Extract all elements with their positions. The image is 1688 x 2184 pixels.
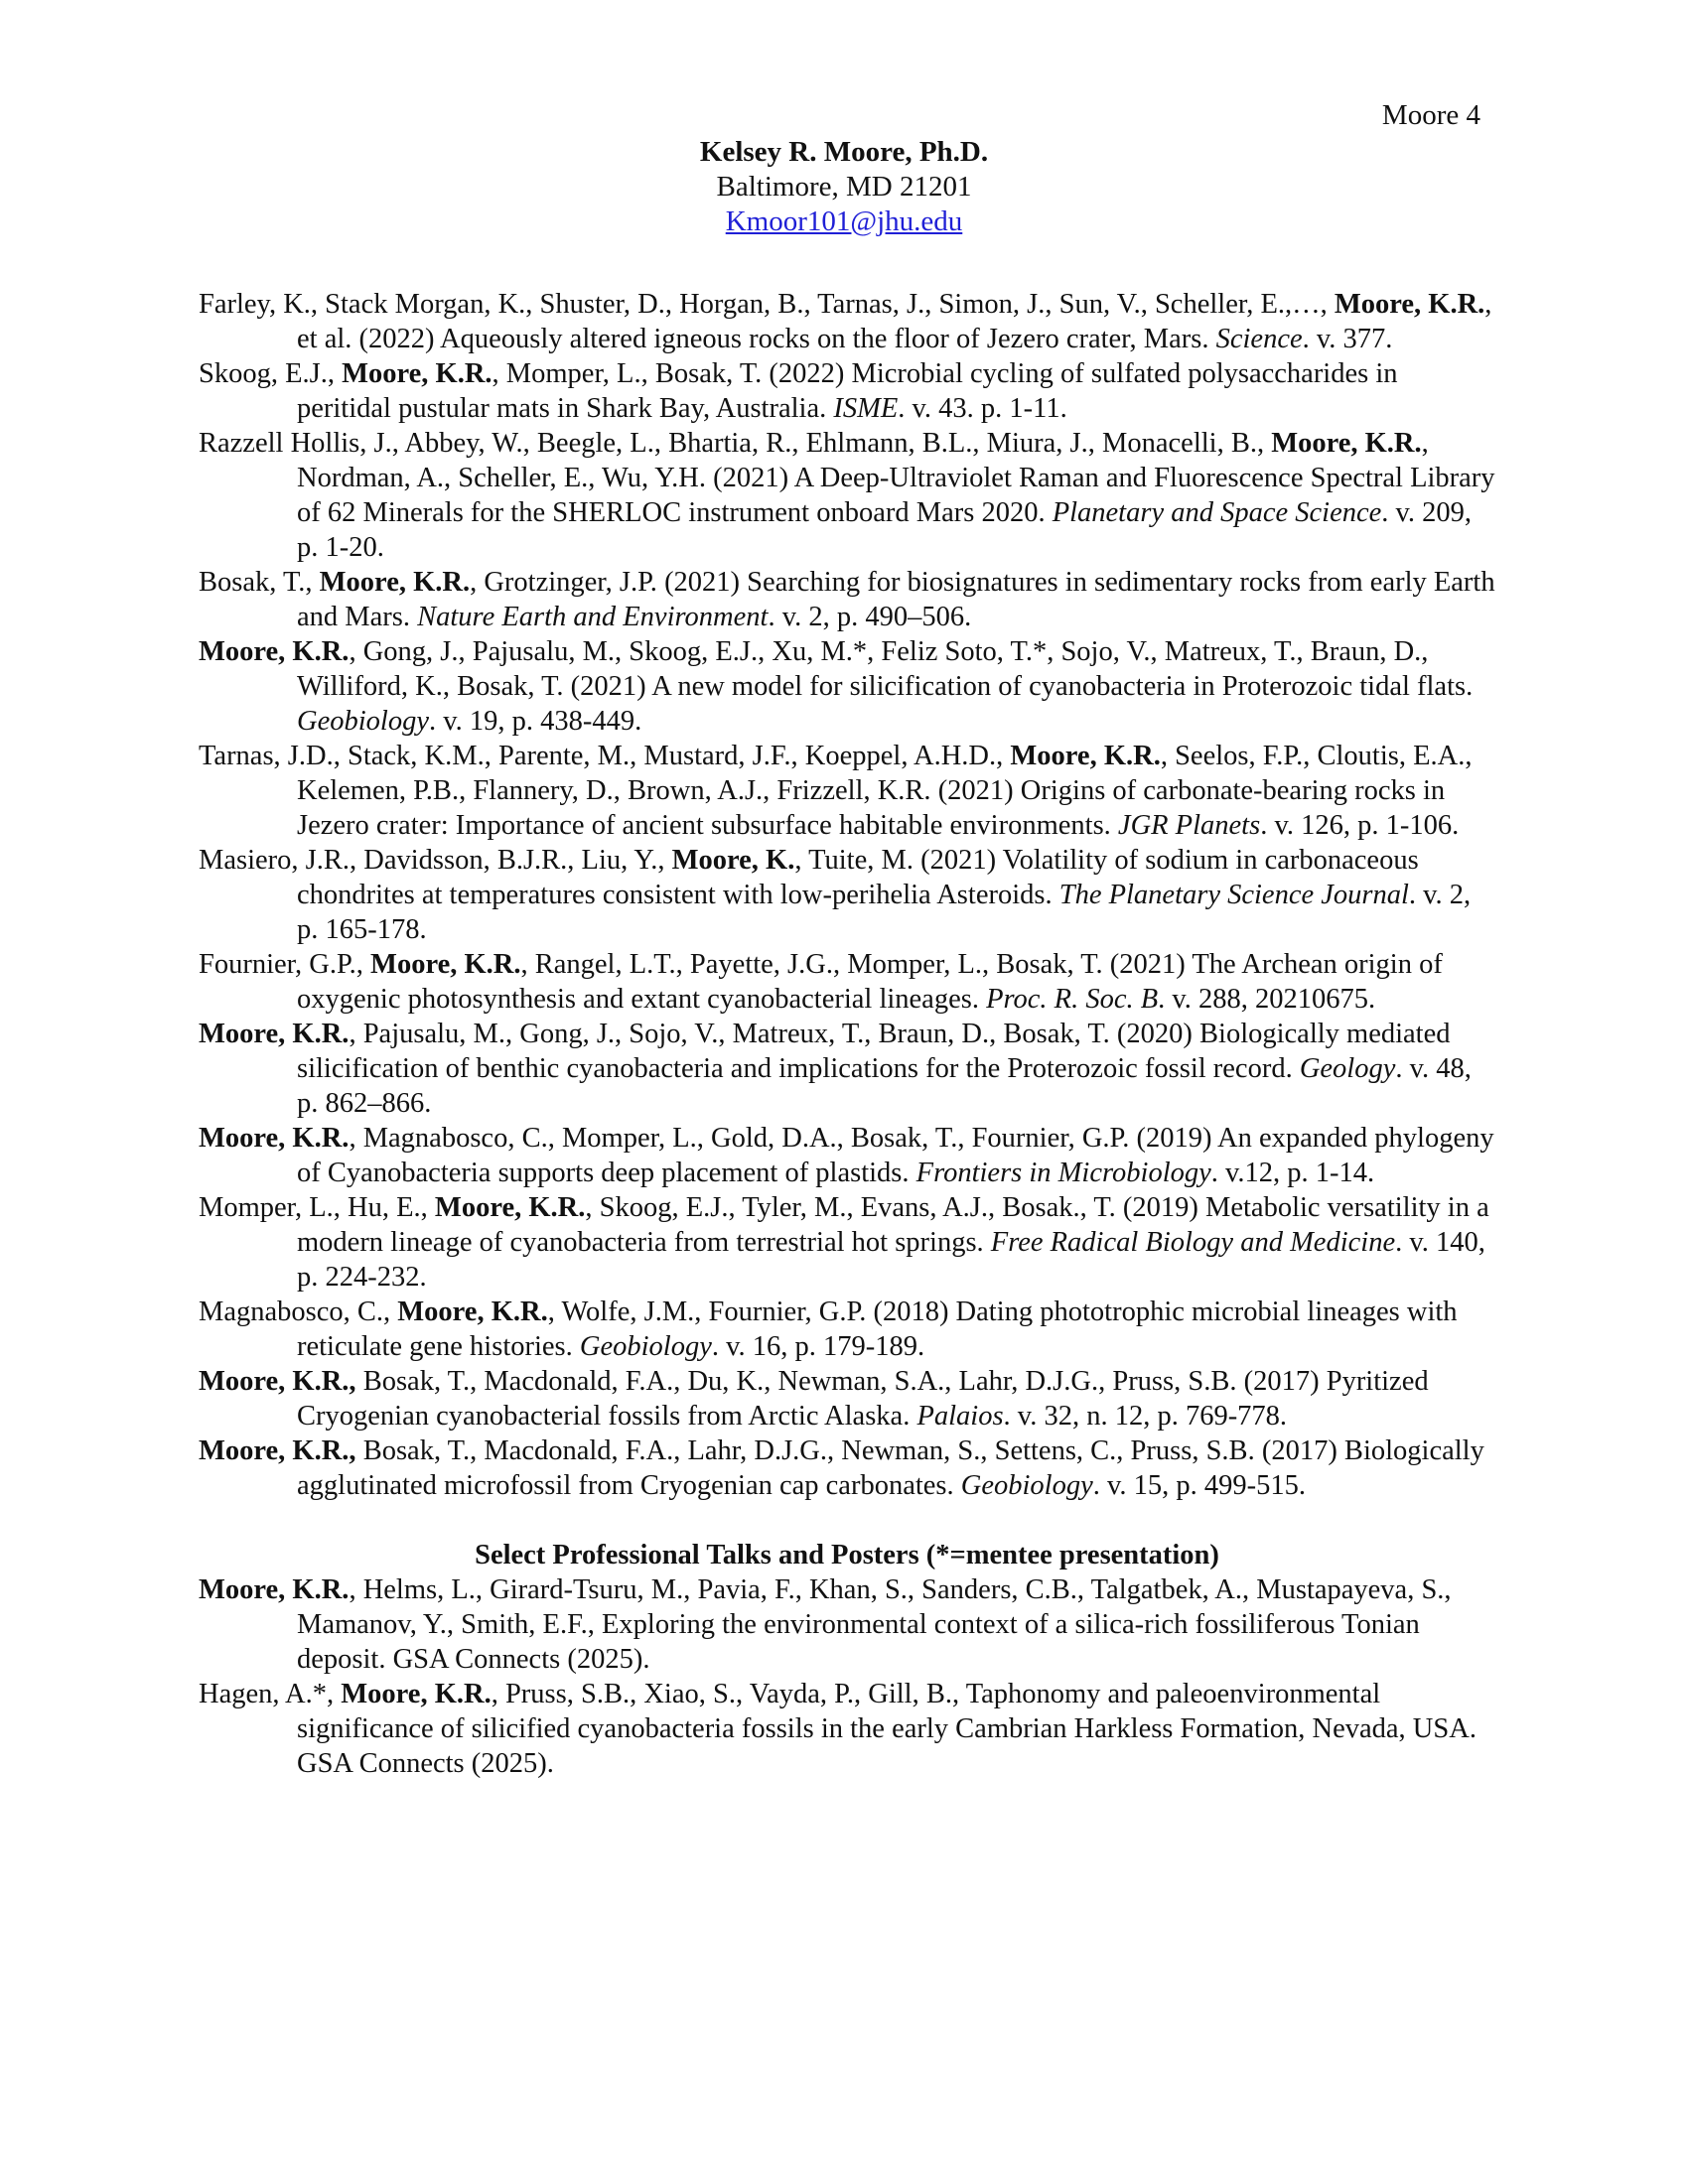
- publication-entry: Magnabosco, C., Moore, K.R., Wolfe, J.M., Fournier, G.P. (2018) Dating phototrophic microbial lineages with reticulate gene histories. Geobiology. v. 16, p. 179-189.: [199, 1297, 1458, 1362]
- page-number: Moore 4: [1381, 99, 1480, 131]
- cv-header: [0, 135, 1688, 239]
- publication-entry: Moore, K.R., Magnabosco, C., Momper, L., Gold, D.A., Bosak, T., Fournier, G.P. (2019) An expanded phylogeny of Cyanobacteria supports deep placement of plastids. Frontiers in Microbiology. v.12, p. 1-14.: [199, 1123, 1494, 1188]
- publication-entry: Moore, K.R., Pajusalu, M., Gong, J., Sojo, V., Matreux, T., Braun, D., Bosak, T. (2020) Biologically mediated silicification of benthic cyanobacteria and implications for the Proterozoic fossil record. Geology. v. 48, p. 862–866.: [199, 1019, 1472, 1119]
- publication-entry: Skoog, E.J., Moore, K.R., Momper, L., Bosak, T. (2022) Microbial cycling of sulfated polysaccharides in peritidal pustular mats in Shark Bay, Australia. ISME. v. 43. p. 1-11.: [199, 358, 1398, 424]
- publication-entry: Farley, K., Stack Morgan, K., Shuster, D., Horgan, B., Tarnas, J., Simon, J., Sun, V., Scheller, E.,…, Moore, K.R., et al. (2022) Aqueously altered igneous rocks on the floor of Jezero crater, Mars. Science. v. 377.: [199, 289, 1492, 354]
- publication-list: [199, 287, 1495, 1781]
- talks-section-heading: Select Professional Talks and Posters (*=mentee presentation): [475, 1540, 1219, 1570]
- publication-entry: Moore, K.R., Bosak, T., Macdonald, F.A., Lahr, D.J.G., Newman, S., Settens, C., Pruss, S.B. (2017) Biologically agglutinated microfossil from Cryogenian cap carbonates. Geobiology. v. 15, p. 499-515.: [199, 1435, 1484, 1501]
- publication-entry: Moore, K.R., Bosak, T., Macdonald, F.A., Du, K., Newman, S.A., Lahr, D.J.G., Pruss, S.B. (2017) Pyritized Cryogenian cyanobacterial fossils from Arctic Alaska. Palaios. v. 32, n. 12, p. 769-778.: [199, 1366, 1429, 1432]
- author-name: Kelsey R. Moore, Ph.D.: [699, 136, 989, 168]
- talk-entry: Moore, K.R., Helms, L., Girard-Tsuru, M., Pavia, F., Khan, S., Sanders, C.B., Talgatbek, A., Mustapayeva, S., Mamanov, Y., Smith, E.F., Exploring the environmental context of a silica-rich fossiliferous Tonian deposit. GSA Connects (2025).: [199, 1574, 1452, 1675]
- author-location: Baltimore, MD 21201: [716, 171, 972, 203]
- publication-entry: Bosak, T., Moore, K.R., Grotzinger, J.P. (2021) Searching for biosignatures in sedimentary rocks from early Earth and Mars. Nature Earth and Environment. v. 2, p. 490–506.: [199, 567, 1495, 632]
- publication-entry: Momper, L., Hu, E., Moore, K.R., Skoog, E.J., Tyler, M., Evans, A.J., Bosak., T. (2019) Metabolic versatility in a modern lineage of cyanobacteria from terrestrial hot springs. Free Radical Biology and Medicine. v. 140, p. 224-232.: [199, 1192, 1489, 1293]
- author-email-link[interactable]: Kmoor101@jhu.edu: [725, 205, 963, 237]
- publication-entry: Moore, K.R., Gong, J., Pajusalu, M., Skoog, E.J., Xu, M.*, Feliz Soto, T.*, Sojo, V., Matreux, T., Braun, D., Williford, K., Bosak, T. (2021) A new model for silicification of cyanobacteria in Proterozoic tidal flats. Geobiology. v. 19, p. 438-449.: [199, 636, 1474, 737]
- publication-entry: Fournier, G.P., Moore, K.R., Rangel, L.T., Payette, J.G., Momper, L., Bosak, T. (2021) The Archean origin of oxygenic photosynthesis and extant cyanobacterial lineages. Proc. R. Soc. B. v. 288, 20210675.: [199, 949, 1443, 1015]
- publication-entry: Razzell Hollis, J., Abbey, W., Beegle, L., Bhartia, R., Ehlmann, B.L., Miura, J., Monacelli, B., Moore, K.R., Nordman, A., Scheller, E., Wu, Y.H. (2021) A Deep-Ultraviolet Raman and Fluorescence Spectral Library of 62 Minerals for the SHERLOC instrument onboard Mars 2020. Planetary and Space Science. v. 209, p. 1-20.: [199, 428, 1495, 563]
- publication-entry: Tarnas, J.D., Stack, K.M., Parente, M., Mustard, J.F., Koeppel, A.H.D., Moore, K.R., Seelos, F.P., Cloutis, E.A., Kelemen, P.B., Flannery, D., Brown, A.J., Frizzell, K.R. (2021) Origins of carbonate-bearing rocks in Jezero crater: Importance of ancient subsurface habitable environments. JGR Planets. v. 126, p. 1-106.: [199, 741, 1473, 841]
- talk-entry: Hagen, A.*, Moore, K.R., Pruss, S.B., Xiao, S., Vayda, P., Gill, B., Taphonomy and paleoenvironmental significance of silicified cyanobacteria fossils in the early Cambrian Harkless Formation, Nevada, USA. GSA Connects (2025).: [199, 1679, 1477, 1779]
- publication-entry: Masiero, J.R., Davidsson, B.J.R., Liu, Y., Moore, K., Tuite, M. (2021) Volatility of sodium in carbonaceous chondrites at temperatures consistent with low-perihelia Asteroids. The Planetary Science Journal. v. 2, p. 165-178.: [199, 845, 1472, 945]
